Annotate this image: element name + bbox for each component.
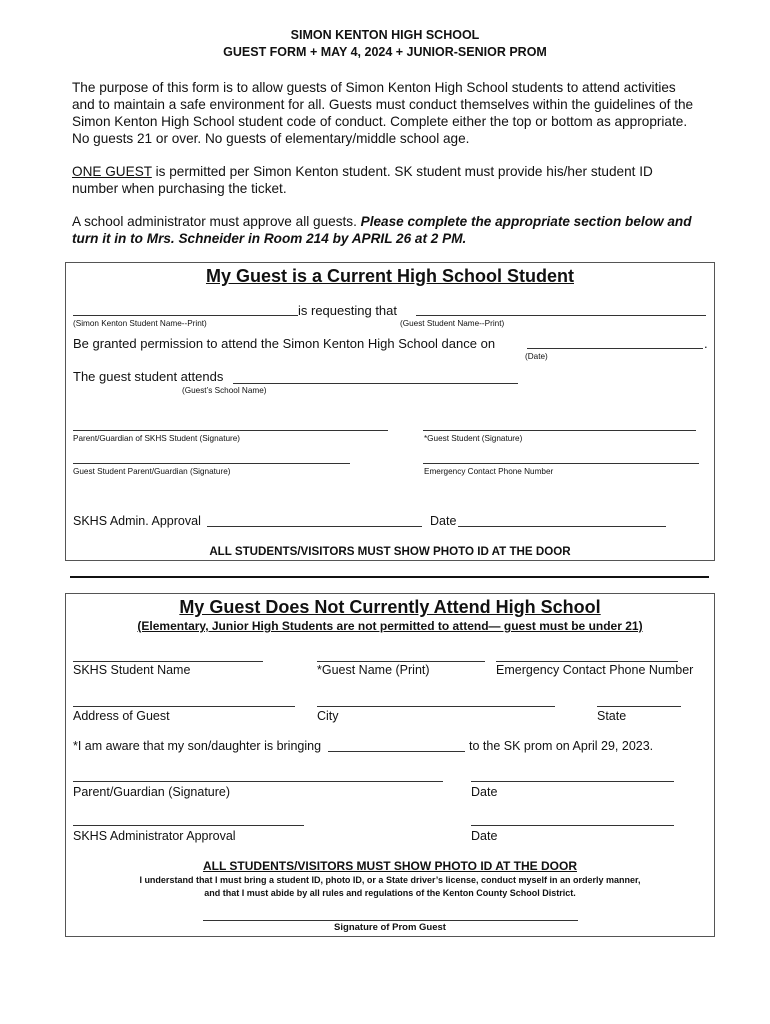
administrator-approval-label: SKHS Administrator Approval — [73, 829, 236, 843]
aware-text: *I am aware that my son/daughter is bringing — [73, 739, 322, 753]
non-student-section — [65, 593, 715, 937]
address-label: Address of Guest — [73, 709, 170, 723]
parent-signature-line-2[interactable] — [73, 781, 443, 782]
emergency-phone-line[interactable] — [423, 463, 699, 464]
administrator-date-line[interactable] — [471, 825, 674, 826]
admin-approval-label: SKHS Admin. Approval — [73, 514, 201, 528]
attends-text: The guest student attends — [73, 369, 224, 384]
guest-parent-signature-line[interactable] — [73, 463, 350, 464]
parent-date-label: Date — [471, 785, 498, 799]
guest-signature-label: *Guest Student (Signature) — [424, 434, 523, 443]
guest-name-label-2: *Guest Name (Print) — [317, 663, 430, 677]
school-name: SIMON KENTON HIGH SCHOOL — [290, 28, 480, 42]
granted-period: . — [704, 336, 708, 351]
administrator-approval-line[interactable] — [73, 825, 304, 826]
school-name-label: (Guest’s School Name) — [182, 386, 267, 395]
form-title: GUEST FORM + MAY 4, 2024 + JUNIOR-SENIOR PROM — [223, 45, 547, 59]
emergency-phone-line-2[interactable] — [496, 661, 678, 662]
guest-name-label: (Guest Student Name--Print) — [400, 319, 505, 328]
student-name-line-2[interactable] — [73, 661, 263, 662]
address-line[interactable] — [73, 706, 295, 707]
city-label: City — [317, 709, 339, 723]
purpose-paragraph: The purpose of this form is to allow guests of Simon Kenton High School students to attend activities and to maintain a safe environment for all. Guests must conduct themselves within the guidelines of the Simon Kenton High School student code of conduct. Complete either the top or bottom as appropriate. No guests 21 or over. No guests of elementary/middle school age. — [72, 80, 694, 146]
understand-line-1: I understand that I must bring a student ID, photo ID, or a State driver’s license, conduct myself in an orderly manner, — [139, 875, 641, 885]
prom-guest-signature-line[interactable] — [203, 920, 578, 921]
student-name-label: (Simon Kenton Student Name--Print) — [73, 319, 207, 328]
understand-line-2: and that I must abide by all rules and regulations of the Kenton County School District. — [204, 888, 576, 898]
emergency-phone-label: Emergency Contact Phone Number — [424, 467, 554, 476]
aware-text-end: to the SK prom on April 29, 2023. — [469, 739, 654, 753]
one-guest-rest: is permitted per Simon Kenton student. SK student must provide his/her student ID number when purchasing the ticket. — [72, 164, 653, 196]
admin-date-label: Date — [430, 514, 457, 528]
section2-subtitle: (Elementary, Junior High Students are not permitted to attend— guest must be under 21) — [137, 619, 643, 633]
student-name-label-2: SKHS Student Name — [73, 663, 191, 677]
photo-id-notice: ALL STUDENTS/VISITORS MUST SHOW PHOTO ID AT THE DOOR — [209, 545, 571, 558]
section2-title: My Guest Does Not Currently Attend High School — [179, 597, 601, 617]
guest-parent-signature-label: Guest Student Parent/Guardian (Signature) — [73, 467, 231, 476]
guest-bringing-line[interactable] — [328, 751, 465, 752]
prom-guest-signature-label: Signature of Prom Guest — [334, 922, 446, 933]
parent-signature-line[interactable] — [73, 430, 388, 431]
instruction-text: Please complete the appropriate section below and turn it in to Mrs. Schneider in Room 214 by APRIL 26 at 2 PM. — [72, 214, 692, 246]
admin-text: A school administrator must approve all guests. — [72, 214, 361, 229]
section1-title: My Guest is a Current High School Student — [205, 266, 575, 286]
admin-approval-line[interactable] — [207, 526, 422, 527]
city-line[interactable] — [317, 706, 555, 707]
admin-paragraph — [72, 213, 702, 247]
one-guest-paragraph — [72, 163, 702, 197]
photo-id-notice-2: ALL STUDENTS/VISITORS MUST SHOW PHOTO ID AT THE DOOR — [202, 859, 577, 873]
administrator-date-label: Date — [471, 829, 498, 843]
guest-signature-line[interactable] — [423, 430, 696, 431]
guest-name-line-2[interactable] — [317, 661, 485, 662]
admin-date-line[interactable] — [458, 526, 666, 527]
granted-text: Be granted permission to attend the Simon Kenton High School dance on — [73, 336, 496, 351]
guest-name-line[interactable] — [416, 315, 706, 316]
state-line[interactable] — [597, 706, 681, 707]
date-label: (Date) — [525, 352, 548, 361]
school-name-line[interactable] — [233, 383, 518, 384]
dance-date-line[interactable] — [527, 348, 703, 349]
state-label: State — [597, 709, 627, 723]
parent-signature-label-2: Parent/Guardian (Signature) — [73, 785, 231, 799]
section-divider — [70, 576, 709, 578]
requesting-text: is requesting that — [298, 303, 398, 318]
emergency-phone-label-2: Emergency Contact Phone Number — [496, 663, 694, 677]
current-student-section — [65, 262, 715, 561]
student-name-line[interactable] — [73, 315, 298, 316]
parent-date-line[interactable] — [471, 781, 674, 782]
one-guest-text: ONE GUEST — [72, 164, 152, 179]
parent-signature-label: Parent/Guardian of SKHS Student (Signature) — [73, 434, 241, 443]
